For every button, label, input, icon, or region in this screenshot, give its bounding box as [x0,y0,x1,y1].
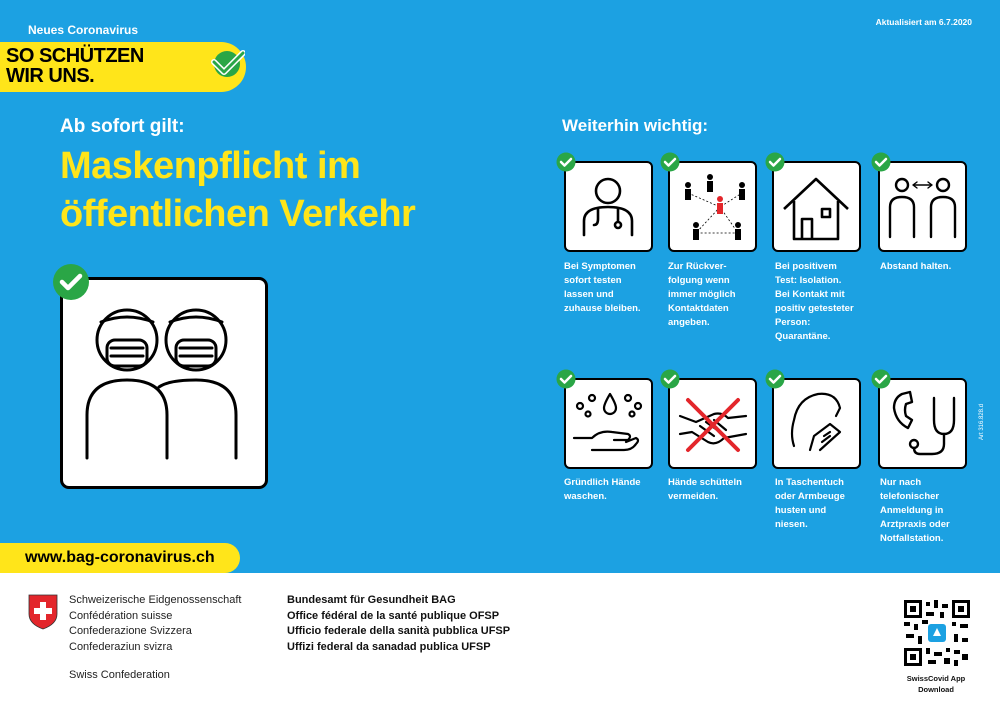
intro-text: Ab sofort gilt: [60,116,185,137]
no-handshake-icon [670,380,755,467]
masked-people-icon [63,280,265,486]
measure-card-distance [878,161,967,252]
check-icon [556,369,576,389]
qr-code-icon[interactable] [904,600,970,666]
headline-line-2: öffentlichen Verkehr [60,193,416,235]
update-date: Aktualisiert am 6.7.2020 [875,17,972,27]
check-icon [765,152,785,172]
check-icon [52,263,90,301]
measure-caption-phone: Nur nach telefonischer Anmeldung in Arztpraxis oder Notfallstation. [880,477,950,544]
hand-washing-icon [566,380,651,467]
office-names: Bundesamt für Gesundheit BAG Office fédéral de la santé publique OFSP Ufficio federale della sanità pubblica UFSP Uffizi federal da sanadad publica UFSP [287,594,511,653]
section-title: Weiterhin wichtig: [562,116,709,135]
slogan [6,46,206,86]
swiss-flag-icon [28,594,58,630]
measure-caption-cough: In Taschentuch oder Armbeuge husten und niesen. [775,477,845,530]
phone-stethoscope-icon [880,380,965,467]
measure-card-washing [564,378,653,469]
contact-tracing-icon [670,163,755,250]
article-number: Art 316.828.d [979,403,985,440]
measure-card-cough [772,378,861,469]
check-icon [765,369,785,389]
website-url[interactable]: www.bag-coronavirus.ch [25,549,215,566]
check-icon [556,152,576,172]
check-icon [203,50,245,82]
footer [0,573,1000,707]
distance-icon [880,163,965,250]
measure-caption-isolation: Bei positivem Test: Isolation. Bei Kontakt mit positiv getesteter Person: Quarantäne. [775,261,854,342]
measure-caption-distance: Abstand halten. [880,261,952,272]
measure-caption-handshake: Hände schütteln vermeiden. [668,477,742,502]
measure-caption-symptoms: Bei Symptomen sofort testen lassen und zuhause bleiben. [564,261,641,314]
measure-card-phone [878,378,967,469]
mask-illustration-card [60,277,268,489]
slogan-line-2: WIR UNS. [6,65,95,87]
website-link[interactable] [0,543,240,573]
check-icon [871,152,891,172]
measure-caption-washing: Gründlich Hände waschen. [564,477,641,502]
measure-card-tracing [668,161,757,252]
cough-icon [774,380,859,467]
kicker: Neues Coronavirus [28,23,139,37]
confederation-names: Schweizerische Eidgenossenschaft Confédération suisse Confederazione Svizzera Confederaziun svizra [69,594,242,653]
doctor-icon [566,163,651,250]
slogan-line-1: SO SCHÜTZEN [6,45,144,67]
headline [60,142,415,238]
measure-caption-tracing: Zur Rückver- folgung wenn immer möglich Kontaktdaten angeben. [668,261,736,328]
house-icon [774,163,859,250]
check-icon [871,369,891,389]
measure-card-isolation [772,161,861,252]
qr-caption: SwissCovid App Download [906,674,966,694]
headline-line-1: Maskenpflicht im [60,145,361,187]
swiss-confederation: Swiss Confederation [69,669,170,681]
check-icon [660,369,680,389]
check-icon [660,152,680,172]
measure-card-handshake [668,378,757,469]
measure-card-symptoms [564,161,653,252]
